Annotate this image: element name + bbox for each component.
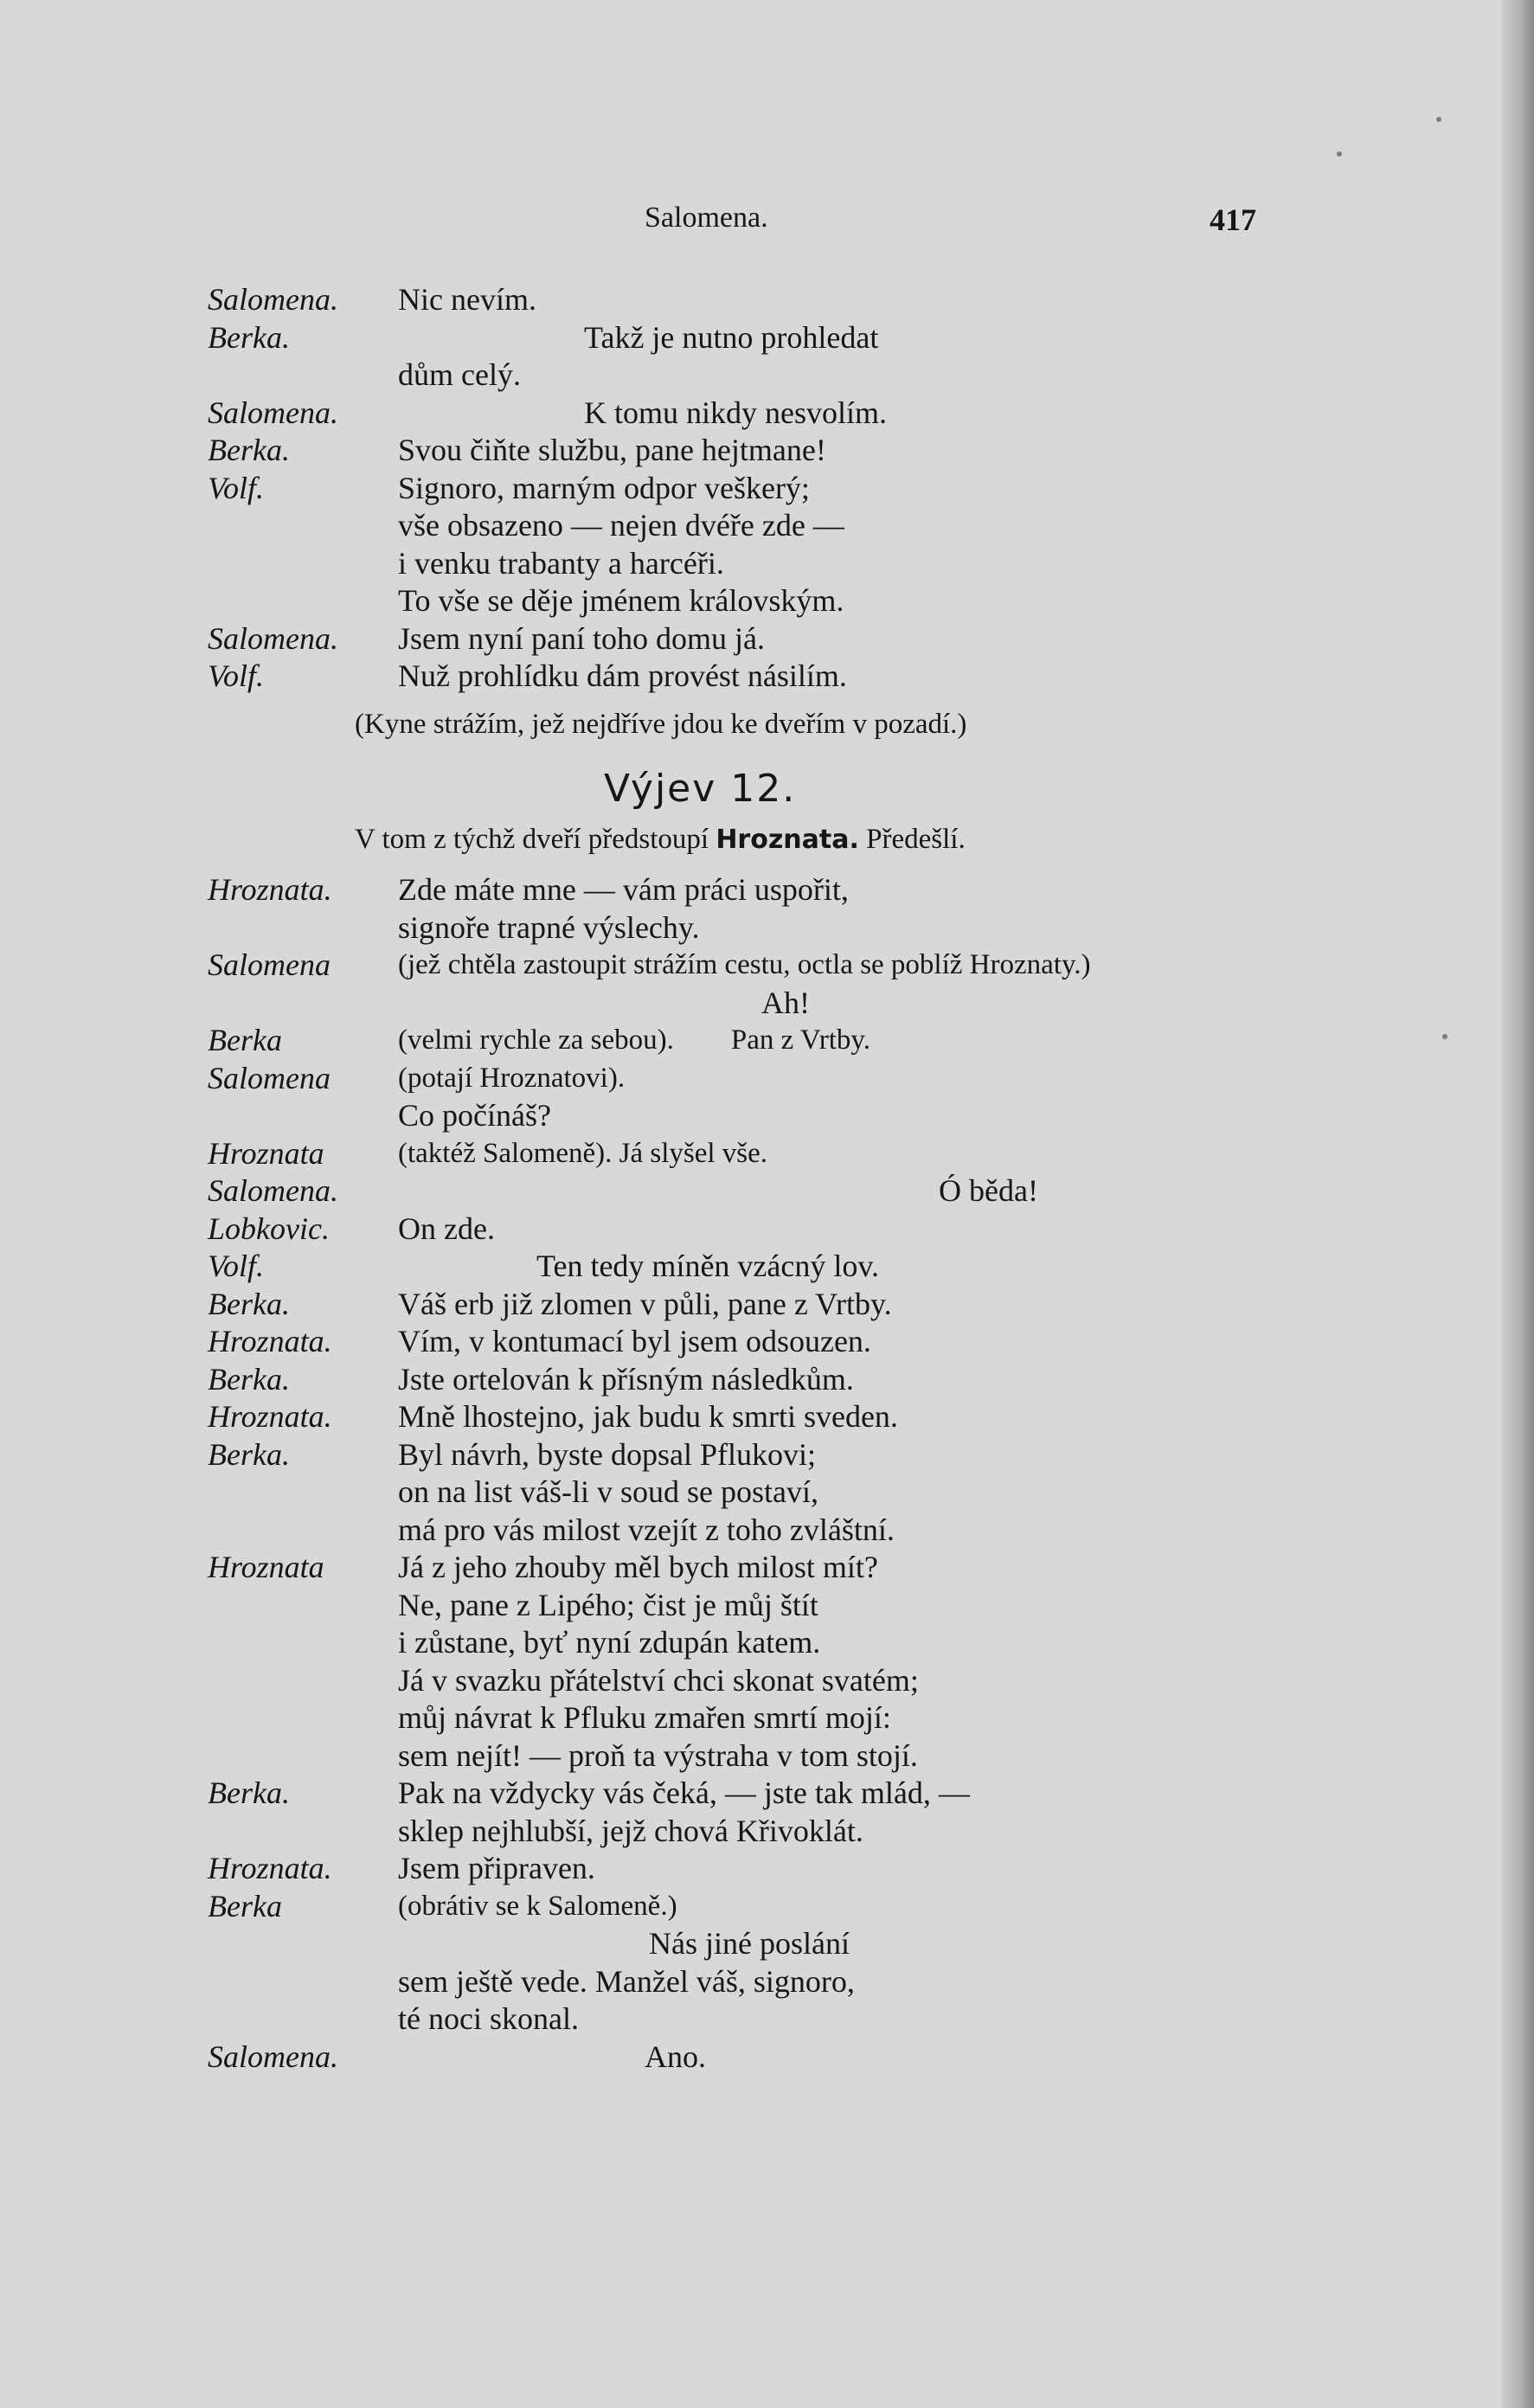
dialogue-line bbox=[0, 1813, 1534, 1851]
dialogue-line bbox=[0, 507, 1534, 545]
line-text: Já v svazku přátelství chci skonat svatém; bbox=[398, 1662, 919, 1698]
line-text: (taktéž Salomeně). Já slyšel vše. bbox=[398, 1137, 768, 1169]
line-text: sklep nejhlubší, jejž chová Křivoklát. bbox=[398, 1813, 863, 1848]
line-text: Signoro, marným odpor veškerý; bbox=[398, 470, 810, 505]
dialogue-line bbox=[0, 1925, 1534, 1963]
scene-intro-text bbox=[355, 818, 966, 862]
dialogue-line bbox=[0, 1398, 1534, 1436]
speaker-name: Berka. bbox=[208, 433, 290, 467]
play-text bbox=[0, 281, 1534, 2076]
dialogue-line bbox=[0, 1323, 1534, 1361]
line-text: Váš erb již zlomen v půli, pane z Vrtby. bbox=[398, 1286, 892, 1321]
line-text: má pro vás milost vzejít z toho zvláštní. bbox=[398, 1512, 895, 1547]
dialogue-line bbox=[0, 1022, 1534, 1060]
dialogue-line bbox=[0, 1587, 1534, 1625]
speaker-name: Berka. bbox=[208, 1286, 290, 1321]
speaker-name: Berka. bbox=[208, 319, 290, 355]
line-text: (velmi rychle za sebou). Pan z Vrtby. bbox=[398, 1024, 871, 1056]
dialogue-line bbox=[0, 1662, 1534, 1700]
scene-intro-after: Předešlí. bbox=[858, 824, 966, 855]
speaker-name: Berka bbox=[208, 1888, 282, 1923]
speaker-name: Berka bbox=[208, 1023, 282, 1057]
line-text: i zůstane, byť nyní zdupán katem. bbox=[398, 1625, 821, 1660]
line-text: Ten tedy míněn vzácný lov. bbox=[536, 1249, 880, 1283]
dialogue-line bbox=[0, 658, 1534, 696]
line-text: Ó běda! bbox=[939, 1173, 1038, 1208]
line-text: (jež chtěla zastoupit strážím cestu, octla se poblíž Hroznaty.) bbox=[398, 949, 1091, 980]
dialogue-line bbox=[0, 1060, 1534, 1098]
speck bbox=[1436, 117, 1441, 122]
speaker-name: Berka. bbox=[208, 1775, 290, 1810]
stage-direction bbox=[0, 706, 1534, 744]
dialogue-line bbox=[0, 1850, 1534, 1888]
speaker-name: Berka. bbox=[208, 1361, 290, 1397]
dialogue-line bbox=[0, 582, 1534, 620]
line-text: Jsem nyní paní toho domu já. bbox=[398, 620, 765, 656]
speaker-name: Volf. bbox=[208, 1249, 265, 1283]
dialogue-line bbox=[0, 947, 1534, 985]
line-text: On zde. bbox=[398, 1210, 495, 1246]
line-text: (obrátiv se k Salomeně.) bbox=[398, 1890, 677, 1922]
dialogue-line bbox=[0, 356, 1534, 395]
dialogue-line bbox=[0, 1775, 1534, 1813]
dialogue-line bbox=[0, 620, 1534, 658]
line-text: Ano. bbox=[645, 2039, 706, 2074]
speaker-name: Salomena. bbox=[208, 1173, 338, 1208]
dialogue-line bbox=[0, 2000, 1534, 2039]
line-text: Ah! bbox=[761, 985, 810, 1020]
dialogue-line bbox=[0, 1436, 1534, 1474]
dialogue-line bbox=[0, 281, 1534, 319]
line-text: sem nejít! — proň ta výstraha v tom stojí. bbox=[398, 1737, 918, 1773]
speaker-name: Hroznata. bbox=[208, 872, 332, 907]
dialogue-line bbox=[0, 470, 1534, 508]
line-text: Co počínáš? bbox=[398, 1098, 551, 1133]
dialogue-line bbox=[0, 1097, 1534, 1135]
dialogue-line bbox=[0, 1172, 1534, 1210]
dialogue-line bbox=[0, 871, 1534, 909]
line-text: Byl návrh, byste dopsal Pflukovi; bbox=[398, 1436, 816, 1472]
header-title: Salomena. bbox=[645, 202, 768, 234]
line-text: i venku trabanty a harcéři. bbox=[398, 545, 724, 581]
dialogue-line bbox=[0, 1512, 1534, 1550]
line-text: vše obsazeno — nejen dvéře zde — bbox=[398, 508, 844, 543]
page-number: 417 bbox=[1210, 202, 1256, 237]
line-text: Mně lhostejno, jak budu k smrti sveden. bbox=[398, 1399, 898, 1434]
dialogue-line bbox=[0, 1474, 1534, 1512]
line-text: Ne, pane z Lipého; čist je můj štít bbox=[398, 1587, 818, 1622]
speaker-name: Salomena bbox=[208, 947, 331, 982]
speaker-name: Hroznata. bbox=[208, 1851, 332, 1885]
dialogue-line bbox=[0, 909, 1534, 947]
line-text: té noci skonal. bbox=[398, 2001, 579, 2036]
speck bbox=[1337, 151, 1342, 157]
line-text: (potají Hroznatovi). bbox=[398, 1062, 626, 1094]
line-text: dům celý. bbox=[398, 357, 521, 392]
dialogue-block-1 bbox=[0, 281, 1534, 696]
dialogue-line bbox=[0, 1888, 1534, 1926]
dialogue-line bbox=[0, 1135, 1534, 1173]
dialogue-line bbox=[0, 2039, 1534, 2077]
dialogue-line bbox=[0, 1549, 1534, 1587]
speaker-name: Salomena. bbox=[208, 620, 338, 656]
speaker-name: Hroznata bbox=[208, 1550, 324, 1584]
line-text: on na list váš-li v soud se postaví, bbox=[398, 1474, 818, 1509]
running-header bbox=[0, 202, 1534, 245]
line-text: To vše se děje jménem královským. bbox=[398, 583, 844, 618]
scene-heading bbox=[0, 761, 1534, 818]
scene-intro-before: V tom z týchž dveří předstoupí bbox=[355, 824, 716, 855]
dialogue-line bbox=[0, 545, 1534, 583]
dialogue-line bbox=[0, 1699, 1534, 1737]
dialogue-block-2 bbox=[0, 871, 1534, 2076]
line-text: Nuž prohlídku dám provést násilím. bbox=[398, 658, 847, 693]
line-text: Nás jiné poslání bbox=[649, 1926, 850, 1961]
speaker-name: Berka. bbox=[208, 1436, 290, 1472]
speaker-name: Volf. bbox=[208, 658, 265, 693]
line-text: Jste ortelován k přísným následkům. bbox=[398, 1361, 854, 1397]
dialogue-line bbox=[0, 1210, 1534, 1249]
scene-intro-name: Hroznata. bbox=[716, 825, 859, 855]
dialogue-line bbox=[0, 1737, 1534, 1775]
line-text: K tomu nikdy nesvolím. bbox=[584, 395, 887, 430]
line-text: Jsem připraven. bbox=[398, 1851, 595, 1885]
dialogue-line bbox=[0, 1963, 1534, 2001]
dialogue-line bbox=[0, 1248, 1534, 1286]
scene-intro bbox=[0, 818, 1534, 861]
speaker-name: Salomena. bbox=[208, 395, 338, 430]
line-text: signoře trapné výslechy. bbox=[398, 909, 700, 945]
line-text: sem ještě vede. Manžel váš, signoro, bbox=[398, 1963, 855, 1999]
speaker-name: Salomena. bbox=[208, 2039, 338, 2074]
speaker-name: Volf. bbox=[208, 470, 265, 505]
speaker-name: Salomena bbox=[208, 1060, 331, 1095]
line-text: Vím, v kontumací byl jsem odsouzen. bbox=[398, 1324, 871, 1358]
line-text: Zde máte mne — vám práci uspořit, bbox=[398, 872, 849, 907]
dialogue-line bbox=[0, 985, 1534, 1023]
scene-title: Výjev 12. bbox=[604, 767, 797, 811]
line-text: Pak na vždycky vás čeká, — jste tak mlád, — bbox=[398, 1775, 970, 1810]
speaker-name: Hroznata. bbox=[208, 1399, 332, 1434]
speaker-name: Hroznata. bbox=[208, 1324, 332, 1358]
line-text: Svou čiňte službu, pane hejtmane! bbox=[398, 433, 826, 467]
dialogue-line bbox=[0, 1361, 1534, 1399]
line-text: Já z jeho zhouby měl bych milost mít? bbox=[398, 1550, 878, 1584]
line-text: Takž je nutno prohledat bbox=[584, 319, 879, 355]
line-text: Nic nevím. bbox=[398, 282, 536, 317]
speaker-name: Salomena. bbox=[208, 282, 338, 317]
line-text: můj návrat k Pfluku zmařen smrtí mojí: bbox=[398, 1700, 891, 1735]
dialogue-line bbox=[0, 1624, 1534, 1662]
speaker-name: Hroznata bbox=[208, 1135, 324, 1171]
dialogue-line bbox=[0, 1286, 1534, 1324]
stage-direction-text: (Kyne strážím, jež nejdříve jdou ke dveřím v pozadí.) bbox=[355, 708, 967, 740]
dialogue-line bbox=[0, 395, 1534, 433]
dialogue-line bbox=[0, 319, 1534, 357]
dialogue-line bbox=[0, 432, 1534, 470]
speaker-name: Lobkovic. bbox=[208, 1210, 330, 1246]
